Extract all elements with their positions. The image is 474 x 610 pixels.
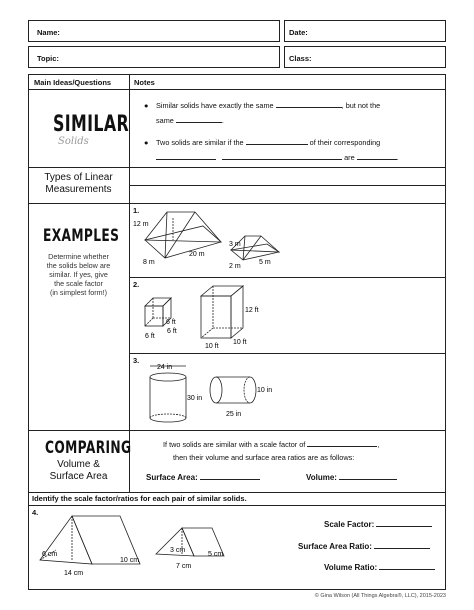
ex2-big-depth: 10 ft [205, 343, 219, 350]
surface-area-ratio-answer[interactable]: Surface Area Ratio: [298, 541, 430, 551]
ex2-small-depth: 6 ft [145, 333, 155, 340]
volume-answer[interactable]: Volume: [306, 472, 397, 482]
ex3-b-length: 25 in [226, 411, 242, 418]
ex4-small-height: 3 cm [170, 547, 186, 554]
ex4-big-height: 6 cm [42, 551, 58, 558]
date-field[interactable] [284, 20, 446, 42]
class-field[interactable] [284, 46, 446, 68]
ex4-big-depth: 10 cm [120, 557, 140, 564]
examples-title: EXAMPLES [43, 226, 120, 246]
examples-description: Determine whether the solids below are similar. If yes, give the scale factor (in simplest form!) [46, 252, 111, 297]
col-notes-header: Notes [134, 78, 155, 87]
ex3-b-diameter: 10 in [257, 387, 273, 394]
example-4-number: 4. [32, 508, 39, 517]
ex1-small-height: 3 m [229, 241, 241, 248]
example-2-number: 2. [133, 280, 140, 289]
name-label: Name: [37, 28, 60, 37]
ex2-small-height: 6 ft [166, 319, 176, 326]
topic-label: Topic: [37, 54, 59, 63]
similar-subtitle: Solids [58, 136, 89, 147]
comparing-title: COMPARING [45, 438, 132, 458]
name-field[interactable] [28, 20, 280, 42]
ex4-small-width: 7 cm [176, 563, 192, 570]
scale-factor-answer[interactable]: Scale Factor: [324, 519, 432, 529]
topic-field[interactable] [28, 46, 280, 68]
comparing-subtitle: Volume & Surface Area [49, 459, 108, 482]
ex4-big-width: 14 cm [64, 570, 84, 577]
ex4-small-depth: 5 cm [208, 551, 224, 558]
example-3-number: 3. [133, 356, 140, 365]
ex2-big-height: 12 ft [245, 307, 259, 314]
surface-area-answer[interactable]: Surface Area: [146, 472, 260, 482]
ex3-a-diameter: 24 in [157, 364, 173, 371]
ex1-small-width: 5 m [259, 259, 271, 266]
ex1-small-depth: 2 m [229, 263, 241, 270]
example-3-cylinders [140, 360, 290, 428]
example-2-prisms [133, 282, 293, 352]
ex1-big-width: 20 m [189, 251, 205, 258]
example-1-pyramids [133, 208, 303, 276]
example-1-number: 1. [133, 206, 140, 215]
volume-ratio-answer[interactable]: Volume Ratio: [324, 562, 435, 572]
ex1-big-depth: 8 m [143, 259, 155, 266]
example-4-prisms [34, 512, 254, 580]
similar-title: SIMILAR [53, 112, 130, 137]
types-label: Types of Linear Measurements [44, 172, 113, 195]
ex3-a-height: 30 in [187, 395, 203, 402]
col-main-ideas-header: Main Ideas/Questions [34, 78, 112, 87]
ex1-big-height: 12 m [133, 221, 149, 228]
date-label: Date: [289, 28, 308, 37]
footer-copyright: © Gina Wilson (All Things Algebra®, LLC), 2015-2023 [314, 593, 446, 599]
ex2-big-width: 10 ft [233, 339, 247, 346]
ex2-small-width: 6 ft [167, 328, 177, 335]
class-label: Class: [289, 54, 312, 63]
identify-heading: Identify the scale factor/ratios for each pair of similar solids. [32, 494, 247, 503]
comparing-text: If two solids are similar with a scale factor of , then their volume and surface area ratios are as follows: [163, 440, 380, 462]
